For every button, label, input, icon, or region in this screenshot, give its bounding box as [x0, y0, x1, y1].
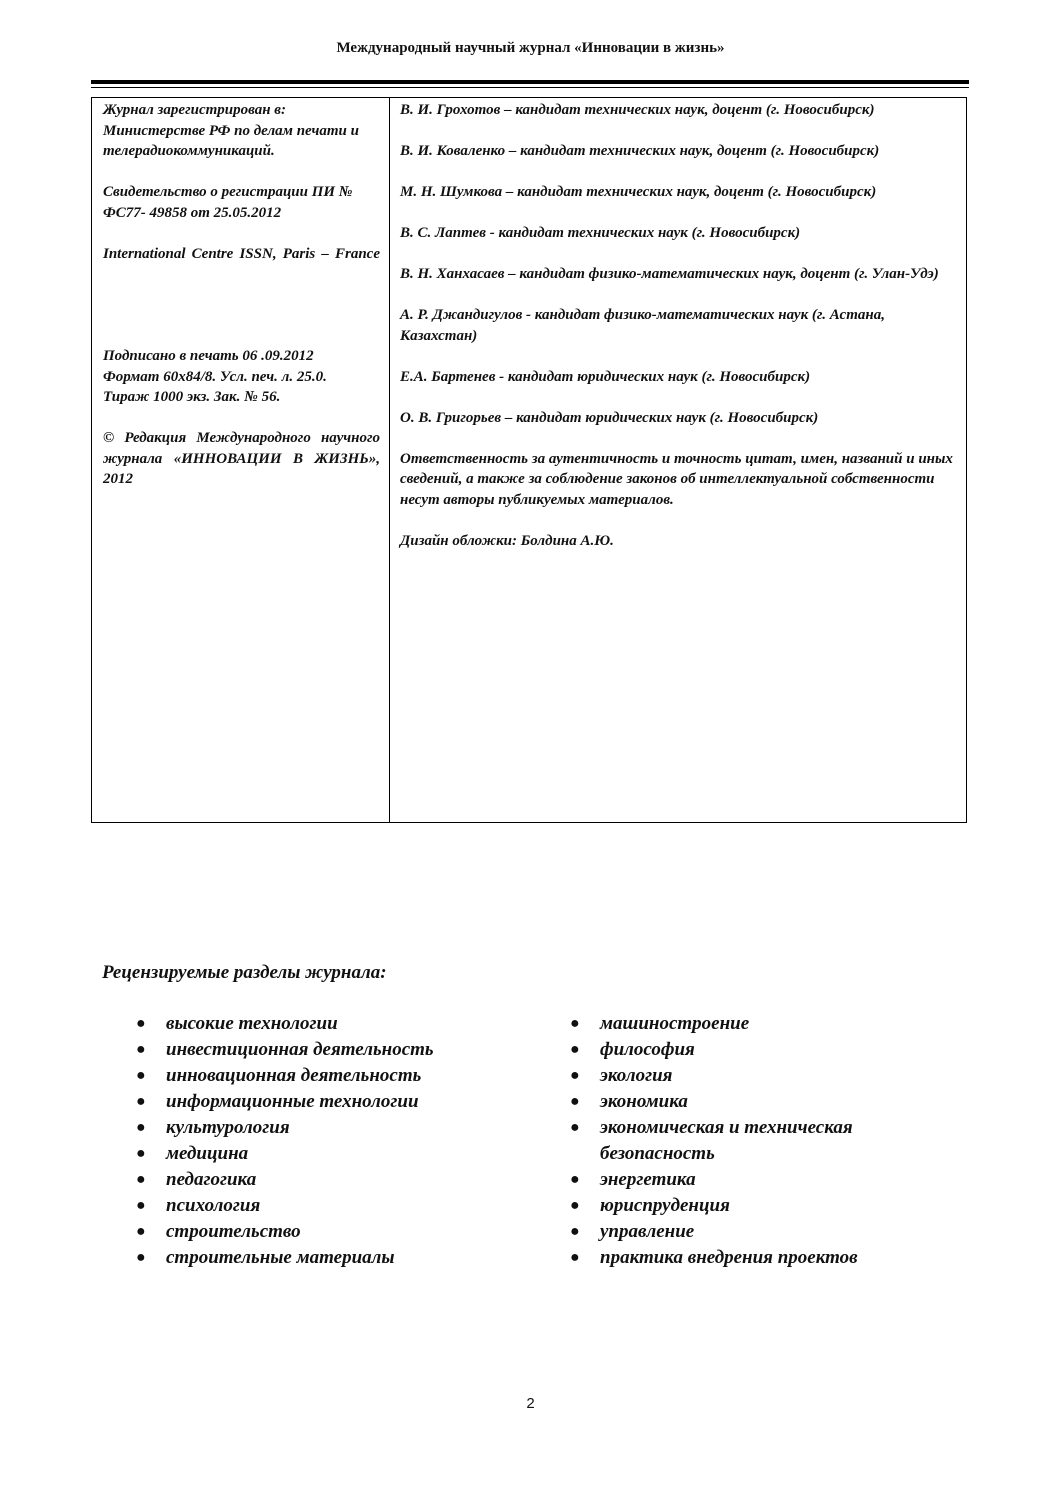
print-run: Тираж 1000 экз. Зак. № 56. [103, 389, 281, 405]
info-table [91, 97, 967, 823]
bullet-dot-icon: ● [136, 1249, 146, 1266]
page-number: 2 [526, 1395, 535, 1412]
board-member: В. Н. Ханхасаев – кандидат физико-математических наук, доцент (г. Улан-Удэ) [400, 266, 939, 282]
list-item: ● строительные материалы [132, 1245, 542, 1271]
board-member: О. В. Григорьев – кандидат юридических наук (г. Новосибирск) [400, 409, 819, 426]
publication-info-cell [103, 100, 380, 510]
bullet-dot-icon: ● [136, 1119, 146, 1136]
editorial-board-cell [400, 100, 956, 572]
cover-design-credit: Дизайн обложки: Болдина А.Ю. [400, 532, 614, 549]
board-member: Е.А. Бартенев - кандидат юридических наук (г. Новосибирск) [400, 368, 811, 385]
list-item: ● медицина [132, 1141, 542, 1167]
list-item: ● юриспруденция [566, 1193, 926, 1219]
list-item: ● культурология [132, 1115, 542, 1141]
print-date: Подписано в печать 06 .09.2012 [103, 348, 314, 364]
list-item: ● педагогика [132, 1167, 542, 1193]
list-item: ● экономика [566, 1089, 926, 1115]
sections-title: Рецензируемые разделы журнала: [102, 962, 387, 983]
table-column-divider [389, 98, 390, 822]
list-item: ● высокие технологии [132, 1011, 542, 1037]
list-item: ● экономическая и техническая безопасность [570, 1117, 853, 1164]
bullet-dot-icon: ● [570, 1093, 580, 1110]
bullet-dot-icon: ● [570, 1197, 580, 1214]
print-format: Формат 60х84/8. Усл. печ. л. 25.0. [103, 368, 327, 385]
list-item: ● экология [566, 1063, 926, 1089]
bullet-dot-icon: ● [136, 1015, 146, 1032]
list-item: ● информационные технологии [132, 1089, 542, 1115]
sections-list-right [566, 1011, 926, 1271]
bullet-dot-icon: ● [136, 1197, 146, 1214]
board-member: В. С. Лаптев - кандидат технических наук (г. Новосибирск) [400, 225, 801, 241]
header-rule-thin [91, 87, 969, 88]
board-member: М. Н. Шумкова – кандидат технических наук, доцент (г. Новосибирск) [400, 184, 877, 200]
bullet-dot-icon: ● [570, 1041, 580, 1058]
list-item: ● строительство [132, 1219, 542, 1245]
bullet-dot-icon: ● [570, 1171, 580, 1188]
bullet-dot-icon: ● [136, 1223, 146, 1240]
header-rule-thick [91, 80, 969, 84]
list-item: ● энергетика [566, 1167, 926, 1193]
list-item: ● практика внедрения проектов [566, 1245, 926, 1271]
running-header: Международный научный журнал «Инновации в жизнь» [336, 40, 725, 56]
certificate-text: Свидетельство о регистрации ПИ № ФС77- 49858 от 25.05.2012 [103, 184, 353, 221]
list-item: ● инновационная деятельность [132, 1063, 542, 1089]
list-item: ● машиностроение [566, 1011, 926, 1037]
issn-text: International Centre ISSN, Paris – France [103, 245, 380, 262]
print-details [103, 346, 380, 408]
bullet-dot-icon: ● [570, 1015, 580, 1032]
list-item: ● управление [566, 1219, 926, 1245]
sections-list-left [132, 1011, 542, 1271]
bullet-dot-icon: ● [570, 1067, 580, 1084]
board-member: В. И. Коваленко – кандидат технических наук, доцент (г. Новосибирск) [400, 143, 880, 159]
responsibility-note: Ответственность за аутентичность и точность цитат, имен, названий и иных сведений, а также за соблюдение законов об интеллектуальной собственности несут авторы публикуемых материалов. [400, 450, 953, 508]
bullet-dot-icon: ● [570, 1223, 580, 1240]
list-item: ● философия [566, 1037, 926, 1063]
copyright-text: © Редакция Международного научного журнала «ИННОВАЦИИ В ЖИЗНЬ», 2012 [103, 430, 380, 487]
list-item: ● психология [132, 1193, 542, 1219]
list-item: ● инвестиционная деятельность [132, 1037, 542, 1063]
bullet-dot-icon: ● [136, 1145, 146, 1162]
bullet-dot-icon: ● [136, 1067, 146, 1084]
bullet-dot-icon: ● [570, 1249, 580, 1266]
bullet-dot-icon: ● [136, 1171, 146, 1188]
board-member: В. И. Грохотов – кандидат технических наук, доцент (г. Новосибирск) [400, 102, 875, 118]
bullet-dot-icon: ● [136, 1041, 146, 1058]
bullet-dot-icon: ● [136, 1093, 146, 1110]
bullet-dot-icon: ● [570, 1119, 580, 1136]
registration-text: Журнал зарегистрирован в: Министерстве РФ по делам печати и телерадиокоммуникаций. [103, 102, 359, 159]
board-member: А. Р. Джандигулов - кандидат физико-математических наук (г. Астана, Казахстан) [400, 307, 885, 344]
